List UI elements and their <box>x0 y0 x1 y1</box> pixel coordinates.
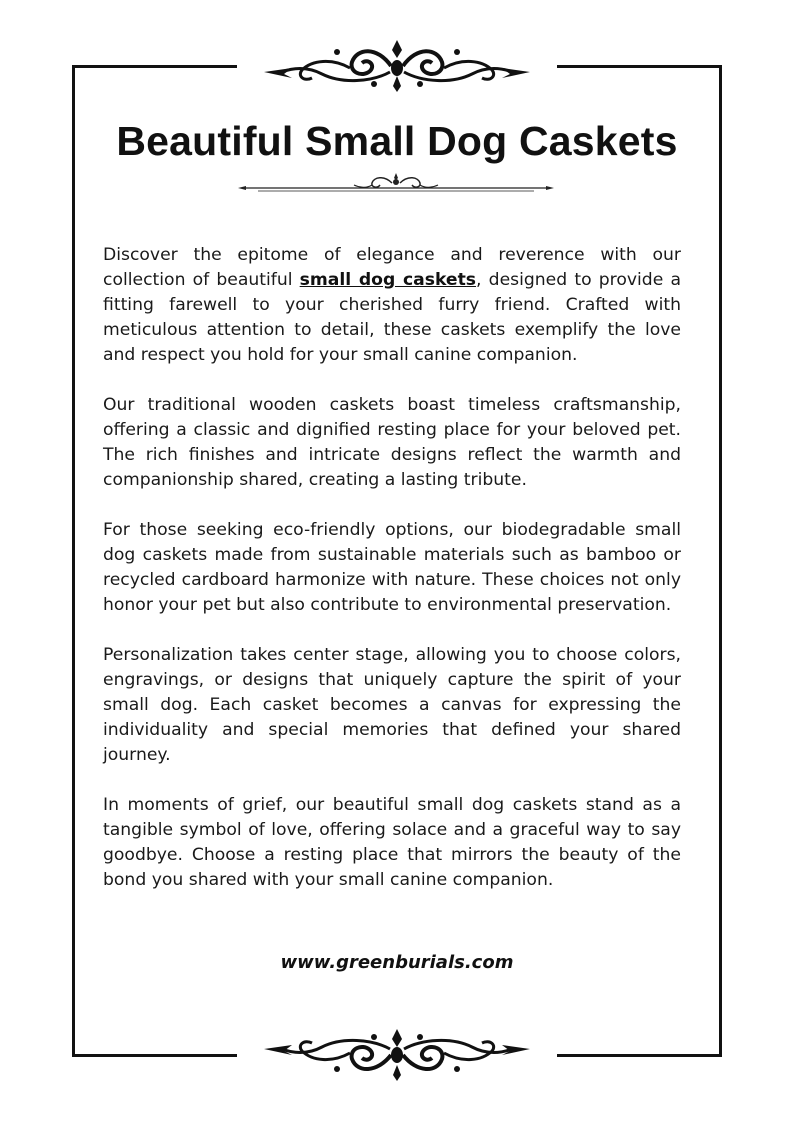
top-flourish-ornament <box>262 38 532 94</box>
paragraph-intro-text-end: , designed to provide a fitting farewell to your cherished furry friend. Crafted with meticulous attention to detail, these caskets exemplify the love and respect you hold for your small canine companion. <box>103 270 681 365</box>
bottom-flourish-ornament <box>262 1027 532 1083</box>
title-divider-ornament <box>238 171 554 197</box>
paragraph-personalization: Personalization takes center stage, allowing you to choose colors, engravings, or designs that uniquely capture the spirit of your small dog. Each casket becomes a canvas for expressing the individuality and special memories that defined your shared journey. <box>103 645 681 765</box>
body-text <box>103 243 681 918</box>
paragraph-eco-friendly: For those seeking eco-friendly options, our biodegradable small dog caskets made from sustainable materials such as bamboo or recycled cardboard harmonize with nature. These choices not only honor your pet but also contribute to environmental preservation. <box>103 520 681 615</box>
frame-top-left-line <box>72 65 237 68</box>
paragraph-intro <box>103 243 681 368</box>
frame-left-line <box>72 65 75 1057</box>
frame-top-right-line <box>557 65 722 68</box>
small-dog-caskets-link[interactable]: small dog caskets <box>299 270 477 290</box>
frame-right-line <box>719 65 722 1057</box>
paragraph-closing: In moments of grief, our beautiful small dog caskets stand as a tangible symbol of love, offering solace and a graceful way to say goodbye. Choose a resting place that mirrors the beauty of the bond you shared with your small canine companion. <box>103 795 681 890</box>
frame-bottom-right-line <box>557 1054 722 1057</box>
website-url[interactable]: www.greenburials.com <box>280 952 514 973</box>
frame-bottom-left-line <box>72 1054 237 1057</box>
paragraph-traditional: Our traditional wooden caskets boast timeless craftsmanship, offering a classic and dignified resting place for your beloved pet. The rich finishes and intricate designs reflect the warmth and companionship shared, creating a lasting tribute. <box>103 395 681 490</box>
page-title: Beautiful Small Dog Caskets <box>116 118 678 164</box>
paragraph-intro-text-start: Discover the epitome of elegance and reverence with our collection of beautiful <box>103 245 681 290</box>
